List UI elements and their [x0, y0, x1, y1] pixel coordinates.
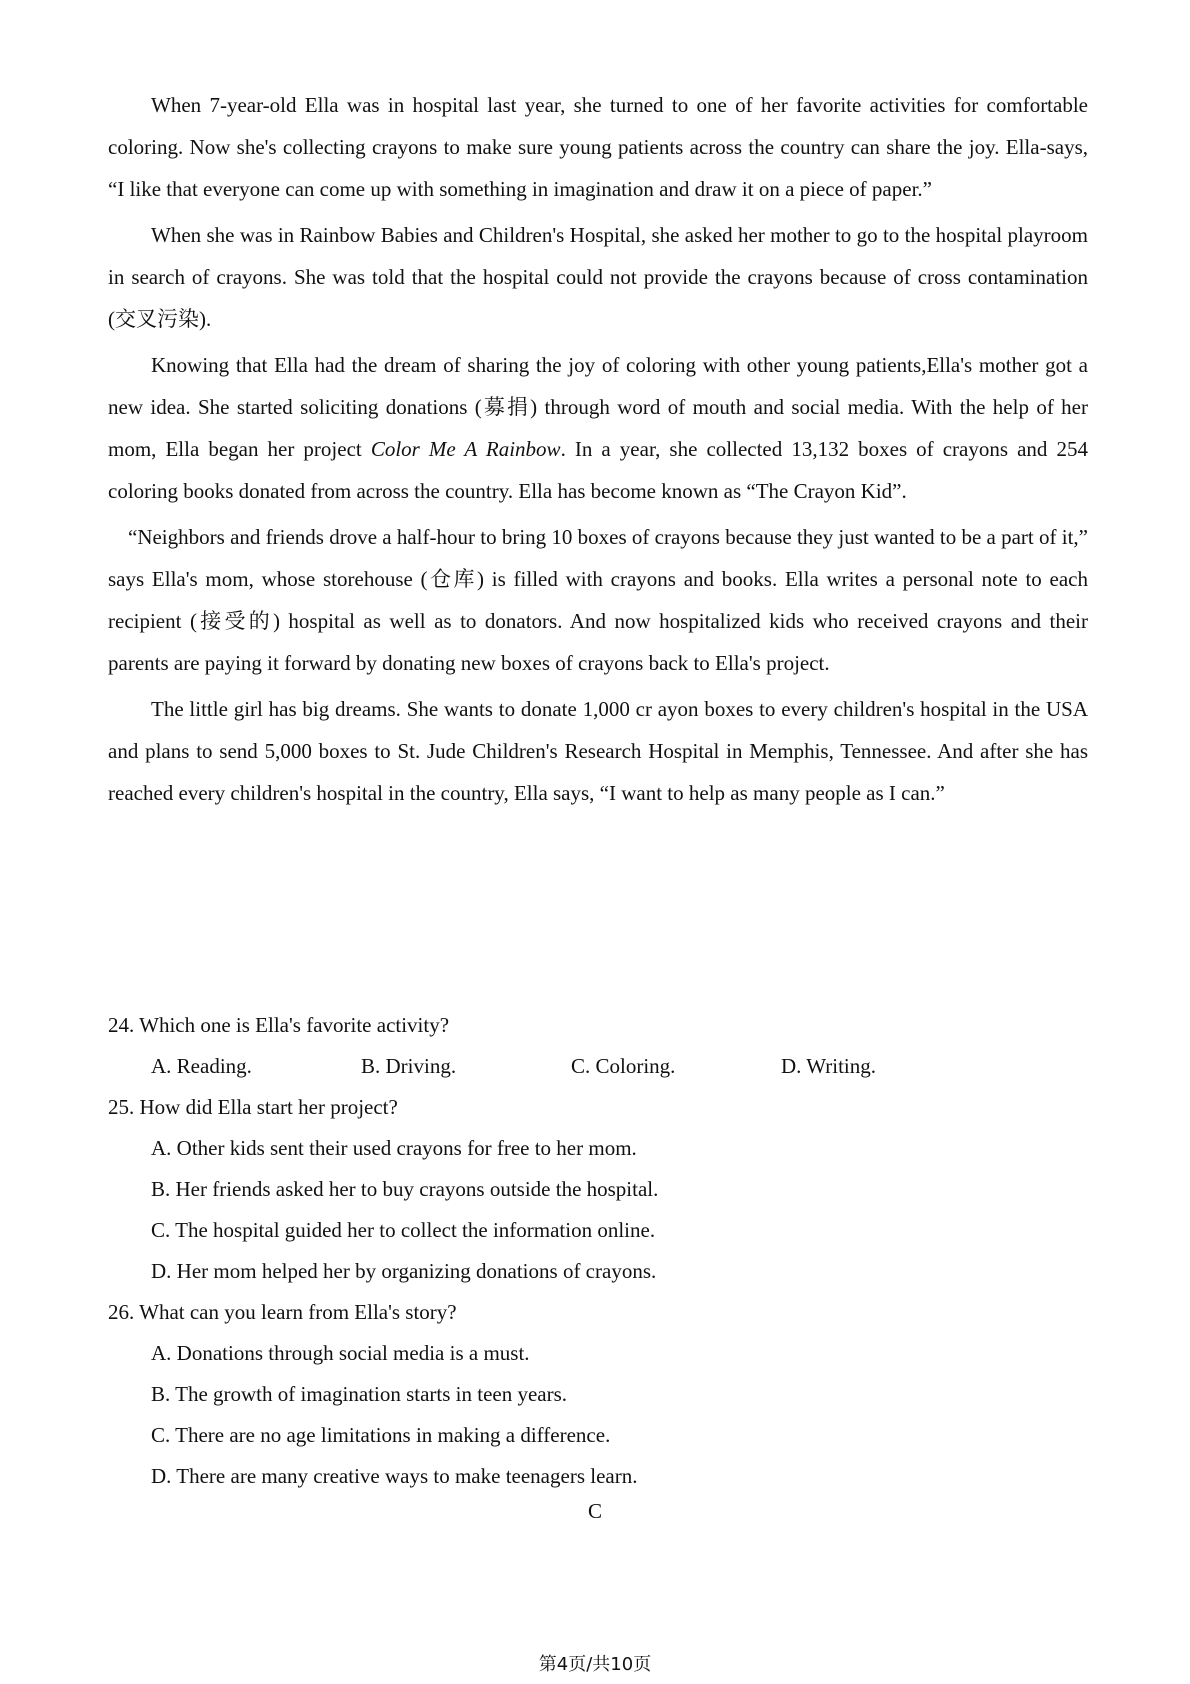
question-26-stem: 26. What can you learn from Ella's story? — [108, 1300, 457, 1324]
paragraph-4: “Neighbors and friends drove a half-hour to bring 10 boxes of crayons because they just wanted to be a part of it,” says Ella's mom, whose storehouse (仓库) is filled with crayons and books. Ella writes a personal note to each recipient (接受的) hospital as well as to donators. And now hospitalized kids who received crayons and their parents are paying it forward by donating new boxes of crayons back to Ella's project. — [108, 525, 1088, 675]
question-24-option-a: A. Reading. — [151, 1054, 252, 1078]
question-26-option-b: B. The growth of imagination starts in teen years. — [151, 1382, 568, 1406]
question-list — [108, 1005, 1088, 1497]
question-24-option-d: D. Writing. — [781, 1054, 877, 1078]
paragraph-5: The little girl has big dreams. She wants to donate 1,000 cr ayon boxes to every children's hospital in the USA and plans to send 5,000 boxes to St. Jude Children's Research Hospital in Memphis, Tennessee. And after she has reached every children's hospital in the country, Ella says, “I want to help as many people as I can.” — [108, 697, 1088, 805]
question-25-stem: 25. How did Ella start her project? — [108, 1095, 398, 1119]
page-number-footer: 第4页/共10页 — [538, 1654, 652, 1675]
question-26-option-c: C. There are no age limitations in making a difference. — [151, 1423, 611, 1447]
question-25-option-a: A. Other kids sent their used crayons for free to her mom. — [151, 1136, 637, 1160]
paragraph-3 — [108, 344, 1088, 512]
question-25-option-b: B. Her friends asked her to buy crayons outside the hospital. — [151, 1177, 659, 1201]
next-section-label: C — [587, 1499, 602, 1523]
question-25-option-d: D. Her mom helped her by organizing donations of crayons. — [151, 1259, 657, 1283]
question-26-option-a: A. Donations through social media is a must. — [151, 1341, 530, 1365]
question-24-stem: 24. Which one is Ella's favorite activity? — [108, 1013, 450, 1037]
question-25-option-c: C. The hospital guided her to collect the information online. — [151, 1218, 656, 1242]
question-24-option-c: C. Coloring. — [571, 1054, 676, 1078]
question-24-option-b: B. Driving. — [361, 1054, 457, 1078]
project-title: Color Me A Rainbow — [370, 437, 561, 461]
paragraph-2: When she was in Rainbow Babies and Children's Hospital, she asked her mother to go to the hospital playroom in search of crayons. She was told that the hospital could not provide the crayons because of cross contamination (交叉污染). — [108, 223, 1088, 331]
paragraph-3-text-a: Knowing that Ella had the dream of sharing the joy of coloring with other young patients,Ella's mother got a new idea. She started soliciting donations (募捐) through word of mouth and social media. With the help of her mom, Ella began her project — [108, 353, 1088, 461]
paragraph-1: When 7-year-old Ella was in hospital last year, she turned to one of her favorite activities for comfortable coloring. Now she's collecting crayons to make sure young patients across the country can share the joy. Ella-says, “I like that everyone can come up with something in imagination and draw it on a piece of paper.” — [108, 93, 1088, 201]
question-24-options — [108, 1046, 1088, 1087]
question-26-option-d: D. There are many creative ways to make teenagers learn. — [151, 1464, 638, 1488]
paragraph-3-text-b: . In a year, she collected 13,132 boxes of crayons and 254 coloring books donated from across the country. Ella has become known as “The Crayon Kid”. — [108, 437, 1088, 503]
reading-passage — [108, 84, 1088, 818]
